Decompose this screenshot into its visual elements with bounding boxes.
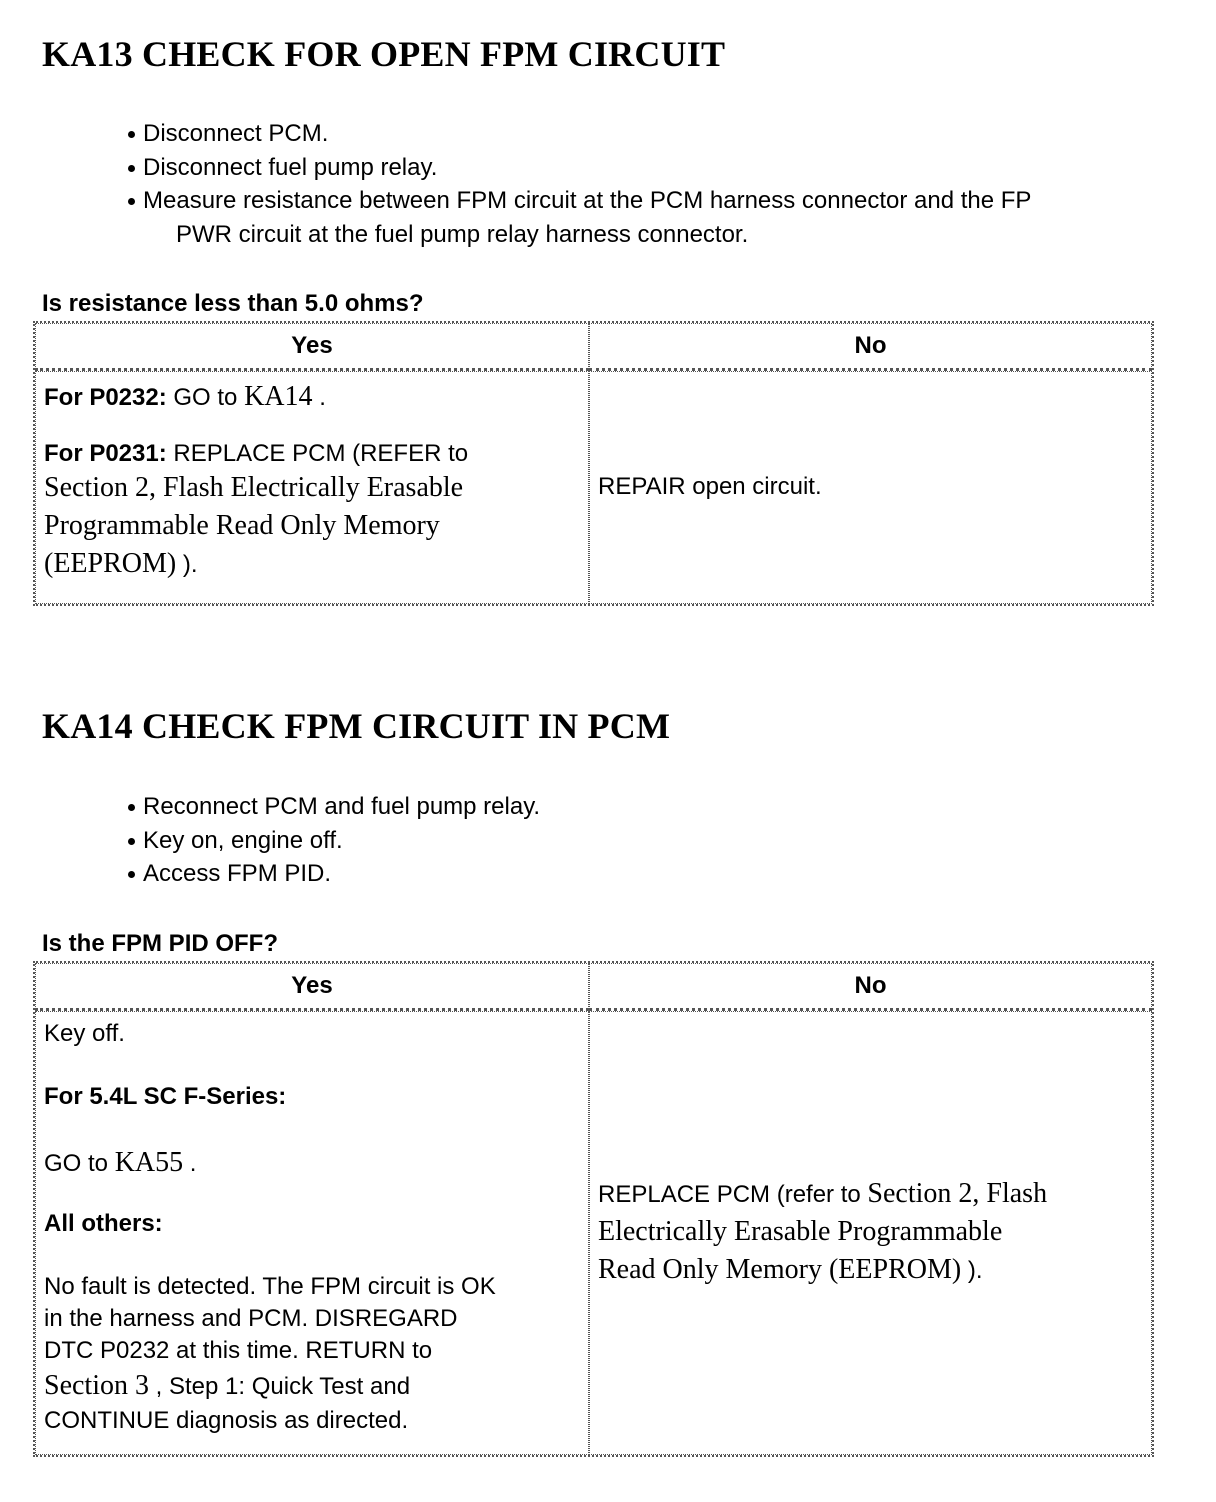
no-cell: REPAIR open circuit. (589, 371, 1152, 604)
section-2-link-cont[interactable]: Programmable Read Only Memory (44, 510, 440, 541)
no-fault-paragraph (44, 1271, 580, 1437)
para-line: , Step 1: Quick Test and (149, 1373, 411, 1400)
all-others-label-text: All others: (44, 1210, 163, 1237)
list-item (128, 117, 1031, 151)
list-item (128, 824, 540, 858)
list-item (128, 151, 1031, 185)
replace-pcm-text: REPLACE PCM (refer to (598, 1181, 868, 1208)
p0232-text: GO to (166, 384, 245, 411)
yes-header: Yes (35, 963, 589, 1011)
step-text: Disconnect PCM. (143, 120, 329, 147)
step-text: Key on, engine off. (143, 826, 343, 854)
no-cell (589, 1011, 1152, 1455)
section-2-link[interactable]: Section 2, Flash (867, 1178, 1048, 1209)
goto-line (44, 1144, 580, 1182)
p0231-text: REPLACE PCM (REFER to (166, 440, 469, 467)
all-others-label (44, 1208, 580, 1239)
list-item (128, 184, 1031, 251)
p0232-line (44, 378, 580, 416)
no-header: No (589, 963, 1152, 1011)
replace-pcm-end: ). (961, 1257, 983, 1284)
ka13-question: Is resistance less than 5.0 ohms? (42, 290, 424, 317)
goto-text: GO to (44, 1150, 115, 1177)
ka14-title: KA14 CHECK FPM CIRCUIT IN PCM (42, 706, 671, 746)
goto-end: . (183, 1150, 197, 1177)
yes-header: Yes (35, 323, 589, 371)
list-item (128, 857, 540, 891)
f-series-label-text: For 5.4L SC F-Series: (44, 1083, 287, 1110)
f-series-label (44, 1081, 580, 1112)
ka55-link[interactable]: KA55 (114, 1147, 184, 1178)
step-text: Disconnect fuel pump relay. (143, 153, 438, 181)
section-3-link[interactable]: Section 3 (44, 1370, 149, 1401)
ka13-title: KA13 CHECK FOR OPEN FPM CIRCUIT (42, 34, 726, 74)
section-2-link-end[interactable]: Read Only Memory (EEPROM) (598, 1254, 962, 1285)
yes-cell (35, 1011, 589, 1455)
ka14-answer-table (33, 961, 1154, 1457)
section-2-link-cont[interactable]: Electrically Erasable Programmable (598, 1216, 1003, 1247)
p0231-line (44, 438, 580, 583)
step-text: Reconnect PCM and fuel pump relay. (143, 793, 541, 820)
ka13-answer-table (33, 321, 1154, 606)
ka14-steps (128, 790, 540, 891)
section-2-link[interactable]: Section 2, Flash Electrically Erasable (44, 472, 464, 503)
no-header: No (589, 323, 1152, 371)
ka14-question: Is the FPM PID OFF? (42, 930, 279, 957)
para-line: No fault is detected. The FPM circuit is OK (44, 1273, 496, 1300)
step-text: Measure resistance between FPM circuit at the PCM harness connector and the FP (143, 187, 1032, 214)
section-2-link-end[interactable]: (EEPROM) (44, 548, 177, 579)
yes-cell (35, 371, 589, 604)
p0232-end: . (312, 384, 326, 411)
step-text-continued: PWR circuit at the fuel pump relay harness connector. (176, 220, 749, 248)
ka13-steps (128, 117, 1031, 251)
list-item (128, 790, 540, 824)
p0231-label: For P0231: (44, 440, 167, 467)
ka14-link[interactable]: KA14 (244, 381, 313, 412)
p0231-end: ). (176, 551, 198, 578)
p0232-label: For P0232: (44, 384, 167, 411)
para-line: in the harness and PCM. DISREGARD (44, 1305, 458, 1332)
key-off-line: Key off. (44, 1020, 125, 1047)
step-text: Access FPM PID. (143, 860, 332, 887)
para-line: CONTINUE diagnosis as directed. (44, 1407, 409, 1434)
para-line: DTC P0232 at this time. RETURN to (44, 1337, 433, 1364)
